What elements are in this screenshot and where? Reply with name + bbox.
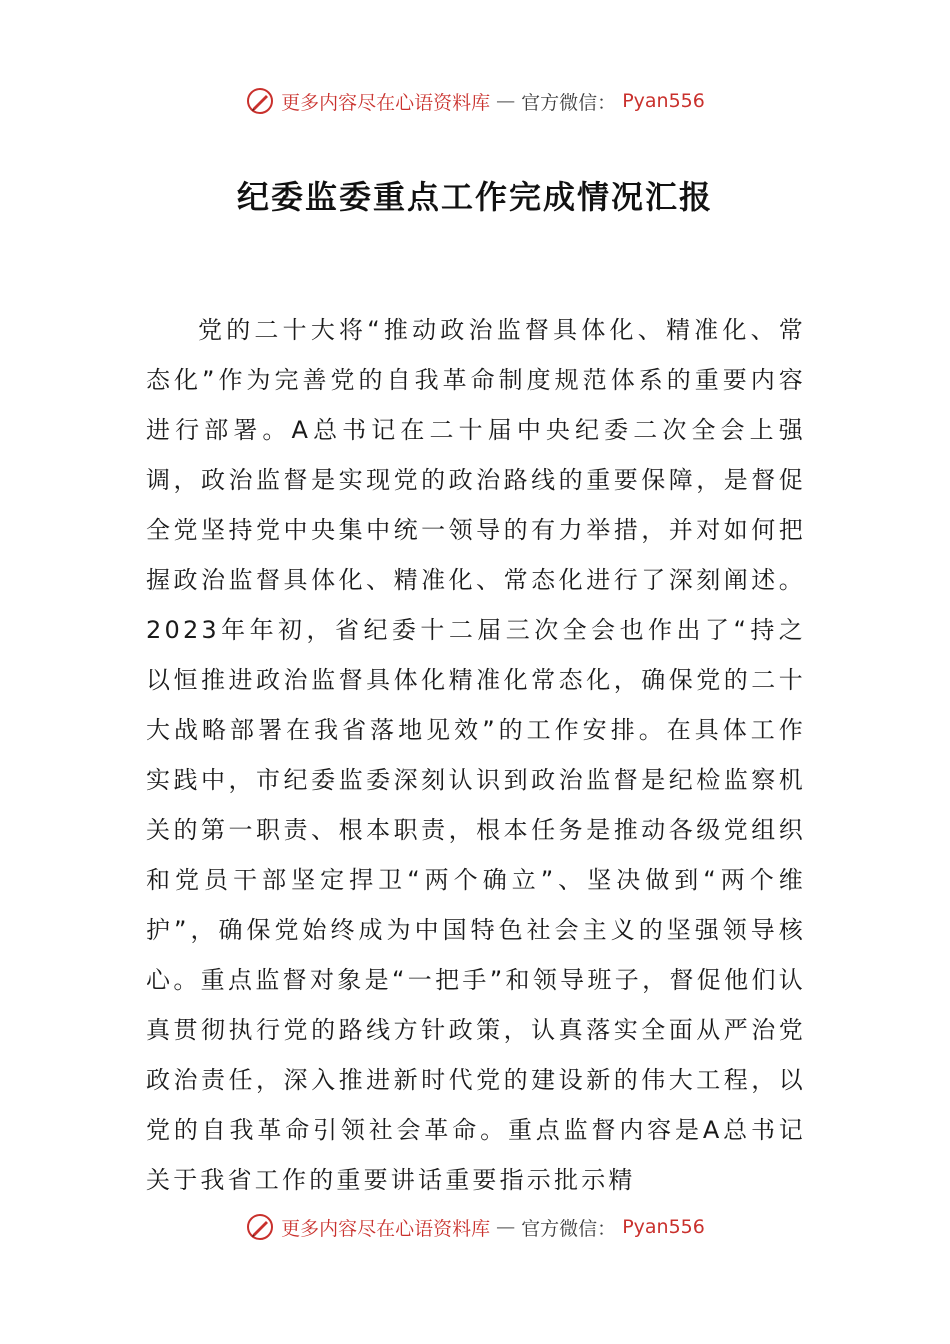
footer-watermark bbox=[0, 1212, 950, 1242]
watermark-site-text: 更多内容尽在心语资料库 bbox=[281, 91, 491, 114]
watermark-separator: — bbox=[496, 90, 516, 112]
watermark-wechat-label: 官方微信： bbox=[521, 91, 617, 114]
document-title: 纪委监委重点工作完成情况汇报 bbox=[236, 178, 713, 216]
document-paragraph: 党的二十大将“推动政治监督具体化、精准化、常态化”作为完善党的自我革命制度规范体系的重要内容进行部署。A总书记在二十届中央纪委二次全会上强调，政治监督是实现党的政治路线的重要保障，是督促全党坚持党中央集中统一领导的有力举措，并对如何把握政治监督具体化、精准化、常态化进行了深刻阐述。2023年年初，省纪委十二届三次全会也作出了“持之以恒推进政治监督具体化精准化常态化，确保党的二十大战略部署在我省落地见效”的工作安排。在具体工作实践中，市纪委监委深刻认识到政治监督是纪检监察机关的第一职责、根本职责，根本任务是推动各级党组织和党员干部坚定捍卫“两个确立”、坚决做到“两个维护”，确保党始终成为中国特色社会主义的坚强领导核心。重点监督对象是“一把手”和领导班子，督促他们认真贯彻执行党的路线方针政策，认真落实全面从严治党政治责任，深入推进新时代党的建设新的伟大工程，以党的自我革命引领社会革命。重点监督内容是A总书记关于我省工作的重要讲话重要指示批示精 bbox=[146, 316, 806, 1194]
watermark-wechat-id: Pyan556 bbox=[622, 90, 705, 112]
watermark-site-text: 更多内容尽在心语资料库 bbox=[281, 1217, 491, 1240]
header-watermark bbox=[0, 86, 950, 116]
pen-circle-icon bbox=[245, 1212, 275, 1242]
pen-circle-icon bbox=[245, 86, 275, 116]
watermark-separator: — bbox=[496, 1216, 516, 1238]
watermark-wechat-id: Pyan556 bbox=[622, 1216, 705, 1238]
watermark-wechat-label: 官方微信： bbox=[521, 1217, 617, 1240]
